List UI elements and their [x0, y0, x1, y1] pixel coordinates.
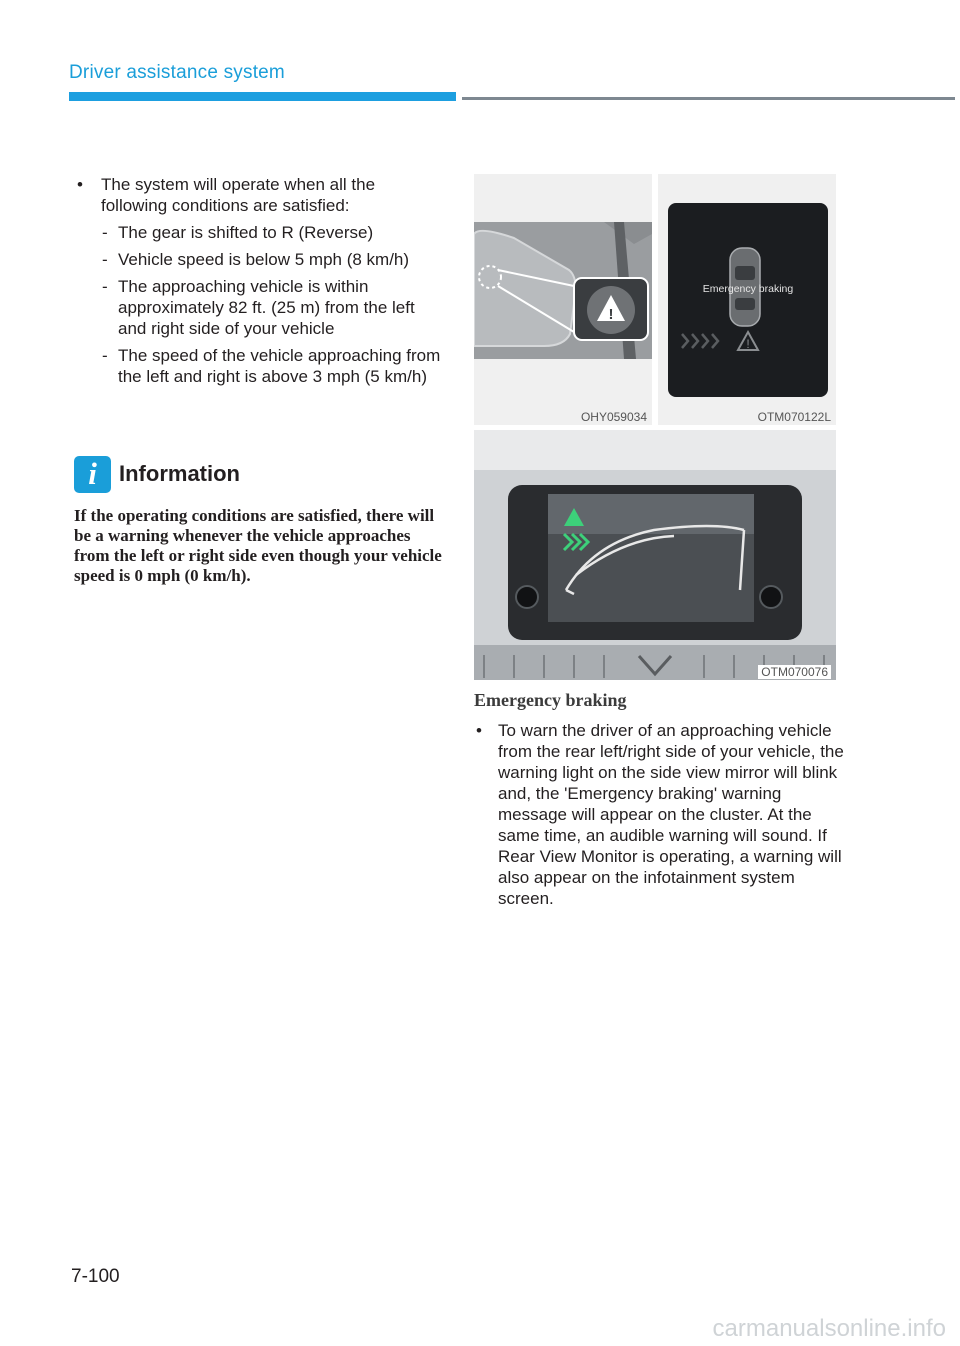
svg-text:!: !: [608, 306, 614, 323]
condition-item: - The speed of the vehicle approaching from the left and right is above 3 mph (5 km/h): [74, 345, 444, 387]
header-accent-bar: [69, 92, 456, 101]
figure-code: OHY059034: [580, 410, 647, 424]
information-body: If the operating conditions are satisfied, there will be a warning whenever the vehicle approaches from the left or right side even though your vehicle speed is 0 mph (0 km/h).: [74, 506, 442, 585]
page-number: 7-100: [71, 1266, 120, 1287]
side-mirror-illustration: [474, 174, 652, 425]
svg-text:!: !: [746, 337, 750, 351]
condition-item: - The approaching vehicle is within approximately 82 ft. (25 m) from the left and right side of your vehicle: [74, 276, 444, 339]
information-title: Information: [119, 461, 240, 486]
emergency-braking-description: • To warn the driver of an approaching vehicle from the rear left/right side of your vehicle, the warning light on the side view mirror will blink and, the 'Emergency braking' warning message will appear on the cluster. At the same time, an audible warning will sound. If Rear View Monitor is operating, a warning will also appear on the infotainment system screen.: [474, 720, 844, 909]
figure-code: OTM070122L: [757, 410, 831, 424]
operating-conditions: [74, 174, 444, 387]
figure-code: OTM070076: [758, 665, 831, 679]
cluster-illustration: [658, 174, 836, 425]
infotainment-illustration: [474, 430, 836, 680]
info-icon: i: [74, 456, 111, 493]
information-header: [74, 452, 449, 496]
emergency-braking-section: [474, 690, 844, 909]
section-title: Driver assistance system: [69, 62, 285, 83]
figure-side-mirror: [474, 174, 652, 425]
figure-cluster: [658, 174, 836, 425]
cluster-message: Emergency braking: [702, 283, 794, 295]
watermark: carmanualsonline.info: [712, 1315, 946, 1342]
conditions-intro: • The system will operate when all the following conditions are satisfied:: [74, 174, 444, 216]
figure-infotainment: [474, 430, 836, 680]
condition-item: - The gear is shifted to R (Reverse): [74, 222, 444, 243]
section-heading: Emergency braking: [474, 690, 627, 710]
header-rule: [462, 97, 955, 100]
information-note: [74, 452, 449, 586]
condition-item: - Vehicle speed is below 5 mph (8 km/h): [74, 249, 444, 270]
